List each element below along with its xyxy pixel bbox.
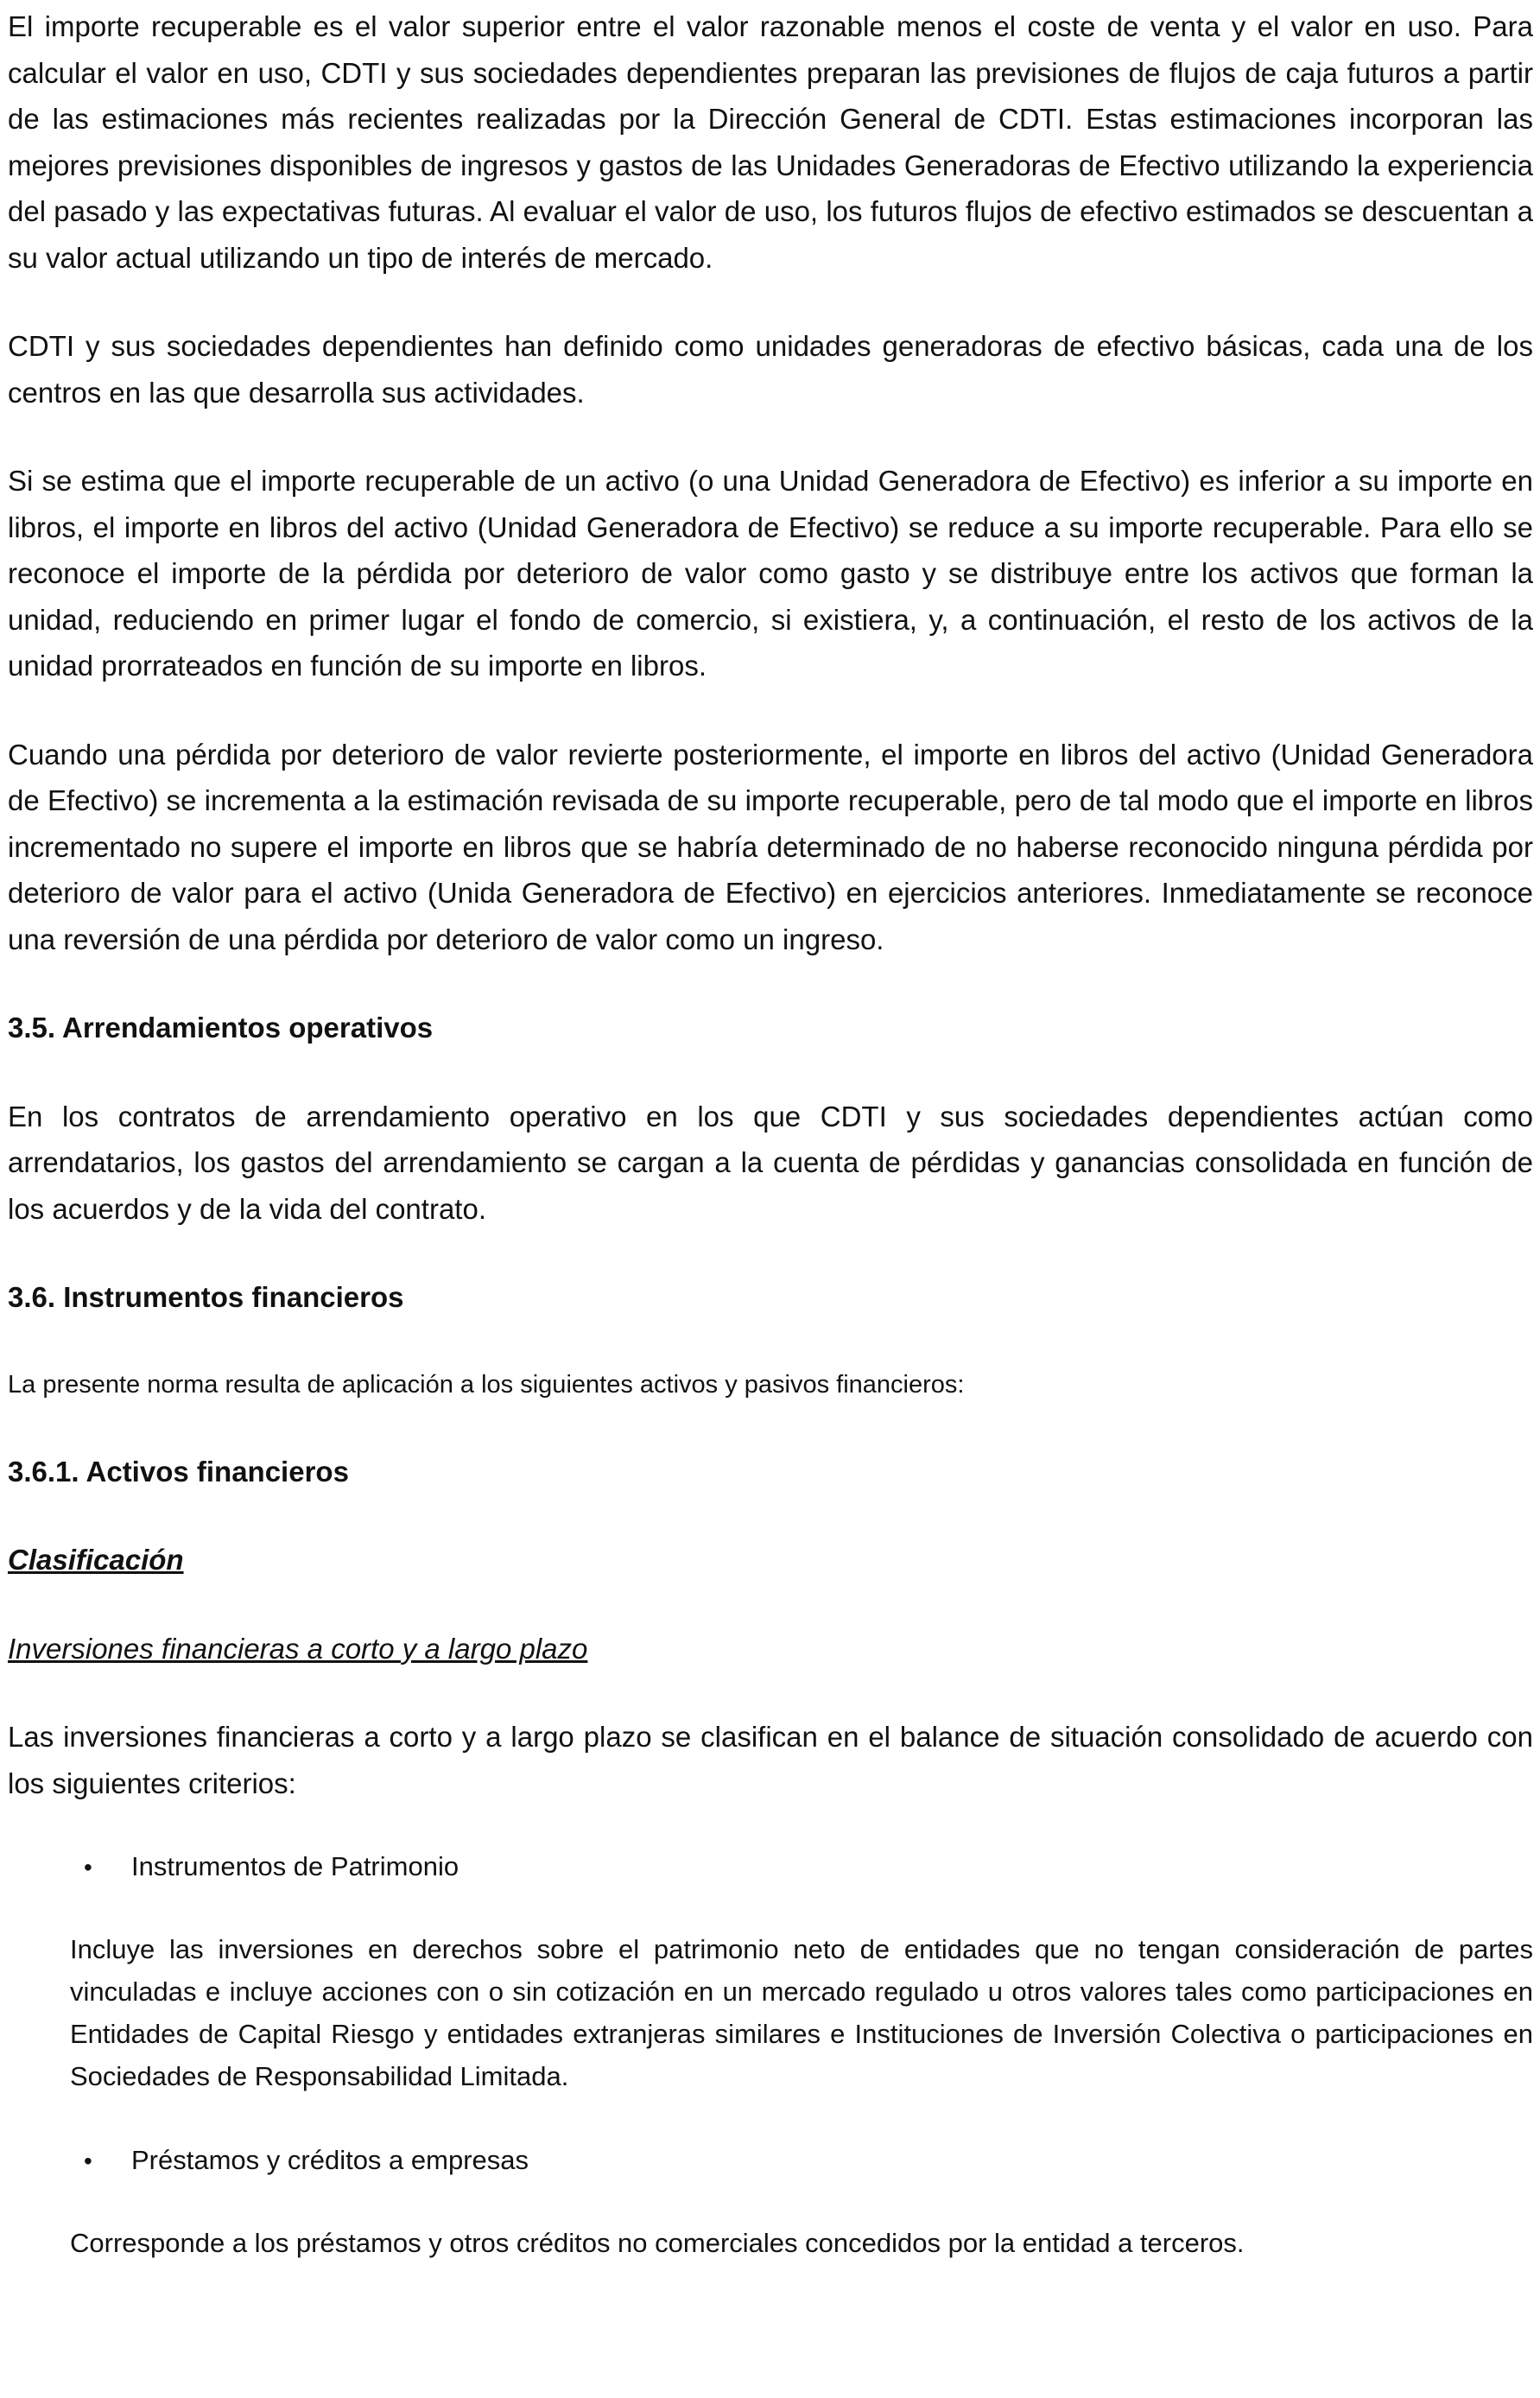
heading-clasificacion: Clasificación	[8, 1544, 184, 1576]
bullet-description: Incluye las inversiones en derechos sobre el patrimonio neto de entidades que no tengan consideración de partes vinculadas e incluye acciones con o sin cotización en un mercado regulado u otros valores tales como participaciones en Entidades de Capital Riesgo y entidades extranjeras similares e Instituciones de Inversión Colectiva o participaciones en Sociedades de Responsabilidad Limitada.	[70, 1934, 1533, 2091]
list-item	[8, 2139, 1533, 2183]
heading-arrendamientos: 3.5. Arrendamientos operativos	[8, 1012, 434, 1044]
paragraph-deterioro: Si se estima que el importe recuperable de un activo (o una Unidad Generadora de Efectivo) es inferior a su importe en libros, el importe en libros del activo (Unidad Generadora de Efectivo) se reduce a su importe recuperable. Para ello se reconoce el importe de la pérdida por deterioro de valor como gasto y se distribuye entre los activos que forman la unidad, reduciendo en primer lugar el fondo de comercio, si existiera, y, a continuación, el resto de los activos de la unidad prorrateados en función de su importe en libros.	[8, 465, 1533, 682]
bullet-label: Instrumentos de Patrimonio	[131, 1851, 459, 1881]
paragraph-unidades-generadoras: CDTI y sus sociedades dependientes han definido como unidades generadoras de efectivo básicas, cada una de los centros en las que desarrolla sus actividades.	[8, 330, 1533, 409]
bullet-label: Préstamos y créditos a empresas	[131, 2145, 529, 2175]
paragraph-norma-aplicacion: La presente norma resulta de aplicación a los siguientes activos y pasivos financieros:	[8, 1370, 965, 1399]
heading-activos-financieros: 3.6.1. Activos financieros	[8, 1455, 349, 1488]
heading-inversiones-financieras: Inversiones financieras a corto y a largo plazo	[8, 1632, 588, 1665]
paragraph-inversiones-criterios: Las inversiones financieras a corto y a largo plazo se clasifican en el balance de situación consolidado de acuerdo con los siguientes criterios:	[8, 1721, 1533, 1799]
paragraph-reversion: Cuando una pérdida por deterioro de valor revierte posteriormente, el importe en libros del activo (Unidad Generadora de Efectivo) se incrementa a la estimación revisada de su importe recuperable, pero de tal modo que el importe en libros incrementado no supere el importe en libros que se habría determinado de no haberse reconocido ninguna pérdida por deterioro de valor para el activo (Unida Generadora de Efectivo) en ejercicios anteriores. Inmediatamente se reconoce una reversión de una pérdida por deterioro de valor como un ingreso.	[8, 738, 1533, 955]
paragraph-arrendamientos: En los contratos de arrendamiento operativo en los que CDTI y sus sociedades dependientes actúan como arrendatarios, los gastos del arrendamiento se cargan a la cuenta de pérdidas y ganancias consolidada en función de los acuerdos y de la vida del contrato.	[8, 1100, 1533, 1225]
heading-instrumentos-financieros: 3.6. Instrumentos financieros	[8, 1281, 404, 1313]
paragraph-importe-recuperable: El importe recuperable es el valor superior entre el valor razonable menos el coste de venta y el valor en uso. Para calcular el valor en uso, CDTI y sus sociedades dependientes preparan las previsiones de flujos de caja futuros a partir de las estimaciones más recientes realizadas por la Dirección General de CDTI. Estas estimaciones incorporan las mejores previsiones disponibles de ingresos y gastos de las Unidades Generadoras de Efectivo utilizando la experiencia del pasado y las expectativas futuras. Al evaluar el valor de uso, los futuros flujos de efectivo estimados se descuentan a su valor actual utilizando un tipo de interés de mercado.	[8, 10, 1533, 274]
bullet-icon: •	[84, 1854, 92, 1881]
list-item	[8, 1845, 1533, 1889]
bullet-icon: •	[84, 2147, 92, 2174]
bullet-description: Corresponde a los préstamos y otros créditos no comerciales concedidos por la entidad a terceros.	[70, 2228, 1245, 2258]
